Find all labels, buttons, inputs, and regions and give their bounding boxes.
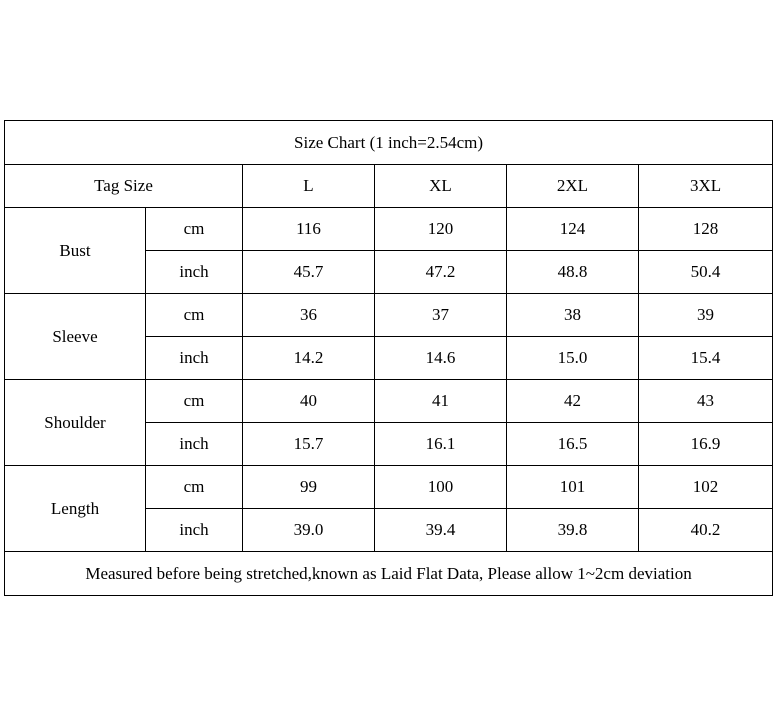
table-cell: 16.1: [375, 423, 507, 466]
header-row: [5, 165, 773, 208]
table-cell: 15.0: [507, 337, 639, 380]
unit-label-cm: cm: [146, 294, 243, 337]
table-cell: 36: [243, 294, 375, 337]
table-cell: 39.8: [507, 509, 639, 552]
size-header-3xl: 3XL: [639, 165, 773, 208]
measurement-name-sleeve: Sleeve: [5, 294, 146, 380]
table-cell: 116: [243, 208, 375, 251]
table-cell: 43: [639, 380, 773, 423]
table-cell: 39: [639, 294, 773, 337]
table-cell: 45.7: [243, 251, 375, 294]
size-header-l: L: [243, 165, 375, 208]
table-cell: 42: [507, 380, 639, 423]
table-cell: 40.2: [639, 509, 773, 552]
table-row: [5, 466, 773, 509]
table-cell: 16.5: [507, 423, 639, 466]
table-row: [5, 294, 773, 337]
table-cell: 128: [639, 208, 773, 251]
table-cell: 99: [243, 466, 375, 509]
table-cell: 16.9: [639, 423, 773, 466]
table-cell: 15.7: [243, 423, 375, 466]
table-cell: 102: [639, 466, 773, 509]
table-cell: 14.2: [243, 337, 375, 380]
unit-label-cm: cm: [146, 208, 243, 251]
table-cell: 124: [507, 208, 639, 251]
table-cell: 47.2: [375, 251, 507, 294]
table-cell: 39.0: [243, 509, 375, 552]
table-cell: 41: [375, 380, 507, 423]
unit-label-cm: cm: [146, 380, 243, 423]
unit-label-inch: inch: [146, 251, 243, 294]
table-cell: 100: [375, 466, 507, 509]
table-cell: 120: [375, 208, 507, 251]
tag-size-header: Tag Size: [5, 165, 243, 208]
measurement-note: Measured before being stretched,known as Laid Flat Data, Please allow 1~2cm deviation: [5, 552, 773, 596]
table-cell: 37: [375, 294, 507, 337]
measurement-name-bust: Bust: [5, 208, 146, 294]
table-cell: 50.4: [639, 251, 773, 294]
size-header-xl: XL: [375, 165, 507, 208]
size-chart-table: [4, 120, 773, 596]
table-cell: 14.6: [375, 337, 507, 380]
measurement-name-length: Length: [5, 466, 146, 552]
size-header-2xl: 2XL: [507, 165, 639, 208]
table-cell: 101: [507, 466, 639, 509]
unit-label-inch: inch: [146, 423, 243, 466]
unit-label-inch: inch: [146, 509, 243, 552]
table-row: [5, 380, 773, 423]
table-cell: 39.4: [375, 509, 507, 552]
note-row: [5, 552, 773, 596]
table-cell: 38: [507, 294, 639, 337]
table-row: [5, 208, 773, 251]
measurement-name-shoulder: Shoulder: [5, 380, 146, 466]
chart-title: Size Chart (1 inch=2.54cm): [5, 121, 773, 165]
unit-label-cm: cm: [146, 466, 243, 509]
table-cell: 40: [243, 380, 375, 423]
title-row: [5, 121, 773, 165]
unit-label-inch: inch: [146, 337, 243, 380]
table-cell: 15.4: [639, 337, 773, 380]
table-cell: 48.8: [507, 251, 639, 294]
